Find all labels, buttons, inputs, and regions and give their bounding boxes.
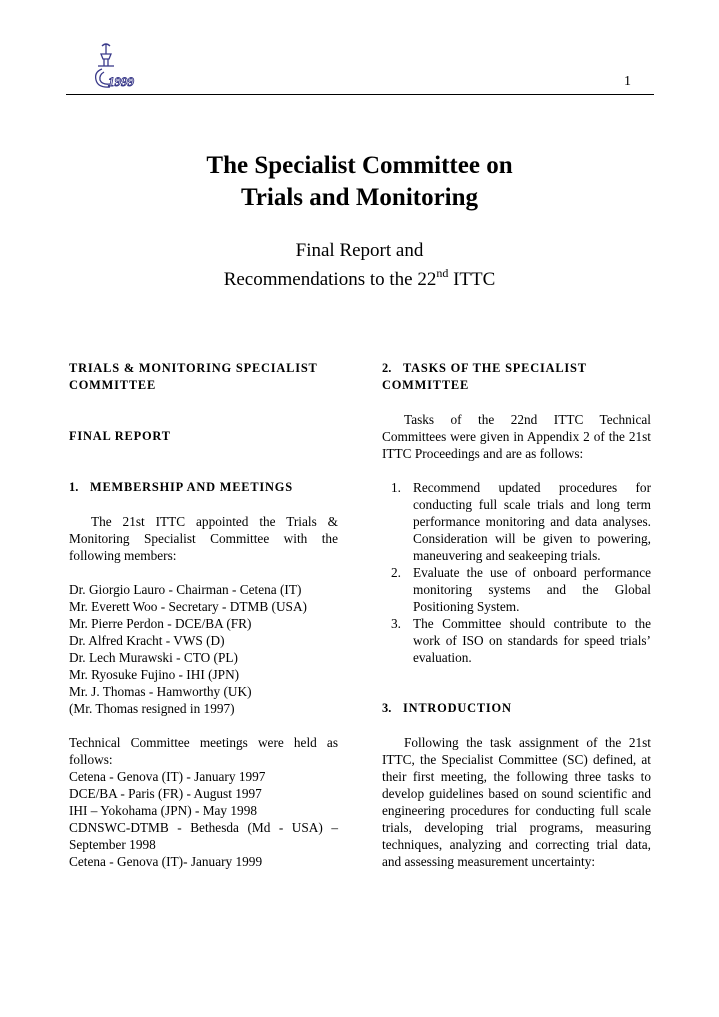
section-3-title: INTRODUCTION — [403, 701, 512, 715]
task-marker: 2. — [391, 565, 401, 580]
left-column — [69, 360, 338, 870]
section-3-number: 3. — [382, 701, 392, 715]
subtitle-ordinal-suffix: nd — [436, 266, 449, 280]
subtitle-line-1: Final Report and — [295, 240, 424, 261]
task-text: Evaluate the use of onboard performance monitoring systems and the Global Positioning System. — [413, 565, 651, 614]
member-item: Dr. Lech Murawski - CTO (PL) — [69, 650, 238, 665]
report-title — [0, 150, 719, 214]
meeting-item: Cetena - Genova (IT)- January 1999 — [69, 854, 263, 869]
task-item — [382, 479, 651, 564]
section-2-number: 2. — [382, 361, 392, 375]
ittc-1999-logo — [88, 42, 152, 92]
meeting-item: Cetena - Genova (IT) - January 1997 — [69, 769, 266, 784]
meeting-item: DCE/BA - Paris (FR) - August 1997 — [69, 786, 262, 801]
member-item: Mr. Everett Woo - Secretary - DTMB (USA) — [69, 599, 307, 614]
member-item: Mr. Pierre Perdon - DCE/BA (FR) — [69, 616, 252, 631]
meeting-item: CDNSWC-DTMB - Bethesda (Md - USA) – September 1998 — [69, 820, 338, 852]
section-2-intro: Tasks of the 22nd ITTC Technical Committees were given in Appendix 2 of the 21st ITTC Proceedings and are as follows: — [382, 412, 651, 461]
subtitle-line-2 — [0, 265, 719, 294]
section-1-heading — [69, 479, 338, 496]
meeting-item: IHI – Yokohama (JPN) - May 1998 — [69, 803, 257, 818]
subtitle-line-2-prefix: Recommendations to the 22 — [223, 269, 437, 290]
task-text: Recommend updated procedures for conducting full scale trials and long term performance monitoring and data analyses. Consideration will be given to powering, maneuvering and seakeeping trials. — [413, 480, 651, 563]
report-subtitle — [0, 236, 719, 294]
members-list — [69, 581, 338, 717]
committee-heading: TRIALS & MONITORING SPECIALIST COMMITTEE — [69, 361, 318, 392]
member-item: Dr. Alfred Kracht - VWS (D) — [69, 633, 225, 648]
member-item: Mr. J. Thomas - Hamworthy (UK) — [69, 684, 252, 699]
section-1-number: 1. — [69, 480, 79, 494]
section-3-heading — [382, 700, 651, 717]
task-item — [382, 564, 651, 615]
subtitle-line-2-suffix: ITTC — [448, 269, 496, 290]
title-line-2: Trials and Monitoring — [240, 184, 479, 211]
section-1-title: MEMBERSHIP AND MEETINGS — [90, 480, 293, 494]
section-2-heading — [382, 360, 651, 394]
task-text: The Committee should contribute to the work of ISO on standards for speed trials’ evaluation. — [413, 616, 651, 665]
title-line-1: The Specialist Committee on — [206, 152, 513, 179]
task-marker: 1. — [391, 480, 401, 495]
page-number: 1 — [624, 74, 631, 89]
section-1-intro: The 21st ITTC appointed the Trials & Monitoring Specialist Committee with the following members: — [69, 514, 338, 563]
section-2-title: TASKS OF THE SPECIALIST COMMITTEE — [382, 361, 587, 392]
logo-year-text: 1999 — [108, 74, 134, 89]
meetings-intro: Technical Committee meetings were held as follows: — [69, 735, 338, 767]
member-item: (Mr. Thomas resigned in 1997) — [69, 701, 235, 716]
task-marker: 3. — [391, 616, 401, 631]
member-item: Mr. Ryosuke Fujino - IHI (JPN) — [69, 667, 240, 682]
tasks-list — [382, 479, 651, 666]
final-report-heading: FINAL REPORT — [69, 429, 171, 443]
header-rule — [66, 94, 654, 95]
section-3-text: Following the task assignment of the 21st ITTC, the Specialist Committee (SC) defined, at their first meeting, the following three tasks to develop guidelines based on sound scientific and engineering procedures for conducting full scale trials, developing trial programs, measuring techniques, analyzing and correcting trial data, and assessing measurement uncertainty: — [382, 735, 651, 869]
member-item: Dr. Giorgio Lauro - Chairman - Cetena (IT) — [69, 582, 302, 597]
meetings-list — [69, 768, 338, 870]
task-item — [382, 615, 651, 666]
right-column — [382, 360, 651, 870]
